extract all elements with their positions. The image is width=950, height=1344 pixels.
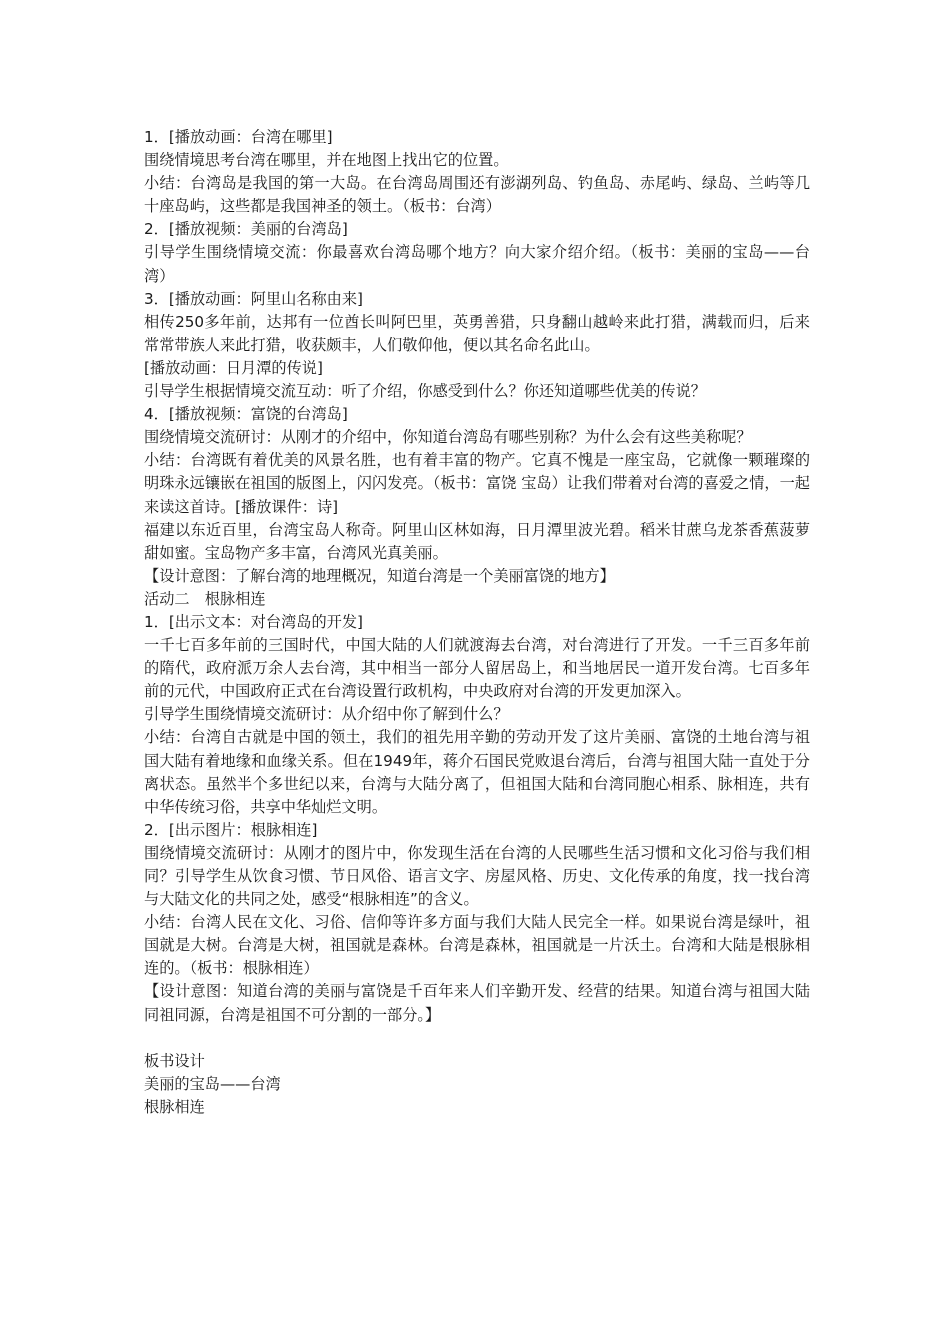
- paragraph: 4．[播放视频：富饶的台湾岛]: [144, 405, 348, 424]
- board-design-heading: 板书设计: [144, 1051, 205, 1070]
- paragraph: 围绕情境交流研讨：从刚才的图片中，你发现生活在台湾的人民哪些生活习惯和文化习俗与我们相同？引导学生从饮食习惯、节日风俗、语言文字、房屋风格、历史、文化传承的角度，找一找台湾与大陆文化的共同之处，感受“根脉相连”的含义。: [144, 843, 810, 909]
- paragraph: 一千七百多年前的三国时代，中国大陆的人们就渡海去台湾，对台湾进行了开发。一千三百多年前的隋代，政府派万余人去台湾，其中相当一部分人留居岛上，和当地居民一道开发台湾。七百多年前的元代，中国政府正式在台湾设置行政机构，中央政府对台湾的开发更加深入。: [144, 636, 810, 701]
- paragraph: 引导学生围绕情境交流研讨：从介绍中你了解到什么？: [144, 705, 509, 724]
- paragraph: 小结：台湾岛是我国的第一大岛。在台湾岛周围还有澎湖列岛、钓鱼岛、赤尾屿、绿岛、兰屿等几十座岛屿，这些都是我国神圣的领土。（板书：台湾）: [144, 174, 810, 216]
- paragraph: 1．[出示文本：对台湾岛的开发]: [144, 612, 363, 631]
- paragraph: 引导学生围绕情境交流：你最喜欢台湾岛哪个地方？向大家介绍介绍。（板书：美丽的宝岛——台湾）: [144, 243, 810, 285]
- paragraph: [播放动画：日月潭的传说]: [144, 358, 323, 377]
- paragraph: 小结：台湾人民在文化、习俗、信仰等许多方面与我们大陆人民完全一样。如果说台湾是绿叶，祖国就是大树。台湾是大树，祖国就是森林。台湾是森林，祖国就是一片沃土。台湾和大陆是根脉相连的。（板书：根脉相连）: [144, 913, 810, 978]
- paragraph: 围绕情境思考台湾在哪里，并在地图上找出它的位置。: [144, 151, 509, 170]
- paragraph: 3．[播放动画：阿里山名称由来]: [144, 289, 363, 308]
- paragraph: 2．[出示图片：根脉相连]: [144, 820, 318, 839]
- paragraph: 小结：台湾自古就是中国的领土，我们的祖先用辛勤的劳动开发了这片美丽、富饶的土地台湾与祖国大陆有着地缘和血缘关系。但在1949年，蒋介石国民党败退台湾后，台湾与祖国大陆一直处于分离状态。虽然半个多世纪以来，台湾与大陆分离了，但祖国大陆和台湾同胞心相系、脉相连，共有中华传统习俗，共享中华灿烂文明。: [144, 728, 810, 816]
- paragraph: 引导学生根据情境交流互动：听了介绍，你感受到什么？你还知道哪些优美的传说？: [144, 382, 706, 401]
- board-design-line: 美丽的宝岛——台湾: [144, 1074, 281, 1093]
- paragraph: 2．[播放视频：美丽的台湾岛]: [144, 220, 348, 239]
- design-intent: 【设计意图：知道台湾的美丽与富饶是千百年来人们辛勤开发、经营的结果。知道台湾与祖国大陆同祖同源，台湾是祖国不可分割的一部分。】: [144, 982, 810, 1024]
- document-body: [144, 126, 810, 1119]
- paragraph: 围绕情境交流研讨：从刚才的介绍中，你知道台湾岛有哪些别称？为什么会有这些美称呢？: [144, 428, 752, 447]
- board-design-line: 根脉相连: [144, 1097, 205, 1116]
- paragraph: 小结：台湾既有着优美的风景名胜，也有着丰富的物产。它真不愧是一座宝岛，它就像一颗璀璨的明珠永远镶嵌在祖国的版图上，闪闪发亮。（板书：富饶 宝岛）让我们带着对台湾的喜爱之情，一起来读这首诗。[播放课件：诗]: [144, 451, 810, 516]
- paragraph: 1．[播放动画：台湾在哪里]: [144, 128, 333, 146]
- paragraph: 相传250多年前，达邦有一位酋长叫阿巴里，英勇善猎，只身翻山越岭来此打猎，满载而归，后来常常带族人来此打猎，收获颇丰，人们敬仰他，便以其名命名此山。: [144, 312, 810, 354]
- section-heading: 活动二 根脉相连: [144, 589, 266, 608]
- design-intent: 【设计意图：了解台湾的地理概况，知道台湾是一个美丽富饶的地方】: [144, 566, 615, 585]
- blank-line: [144, 1027, 810, 1050]
- poem-paragraph: 福建以东近百里，台湾宝岛人称奇。阿里山区林如海，日月潭里波光碧。稻米甘蔗乌龙茶香蕉菠萝甜如蜜。宝岛物产多丰富，台湾风光真美丽。: [144, 520, 810, 562]
